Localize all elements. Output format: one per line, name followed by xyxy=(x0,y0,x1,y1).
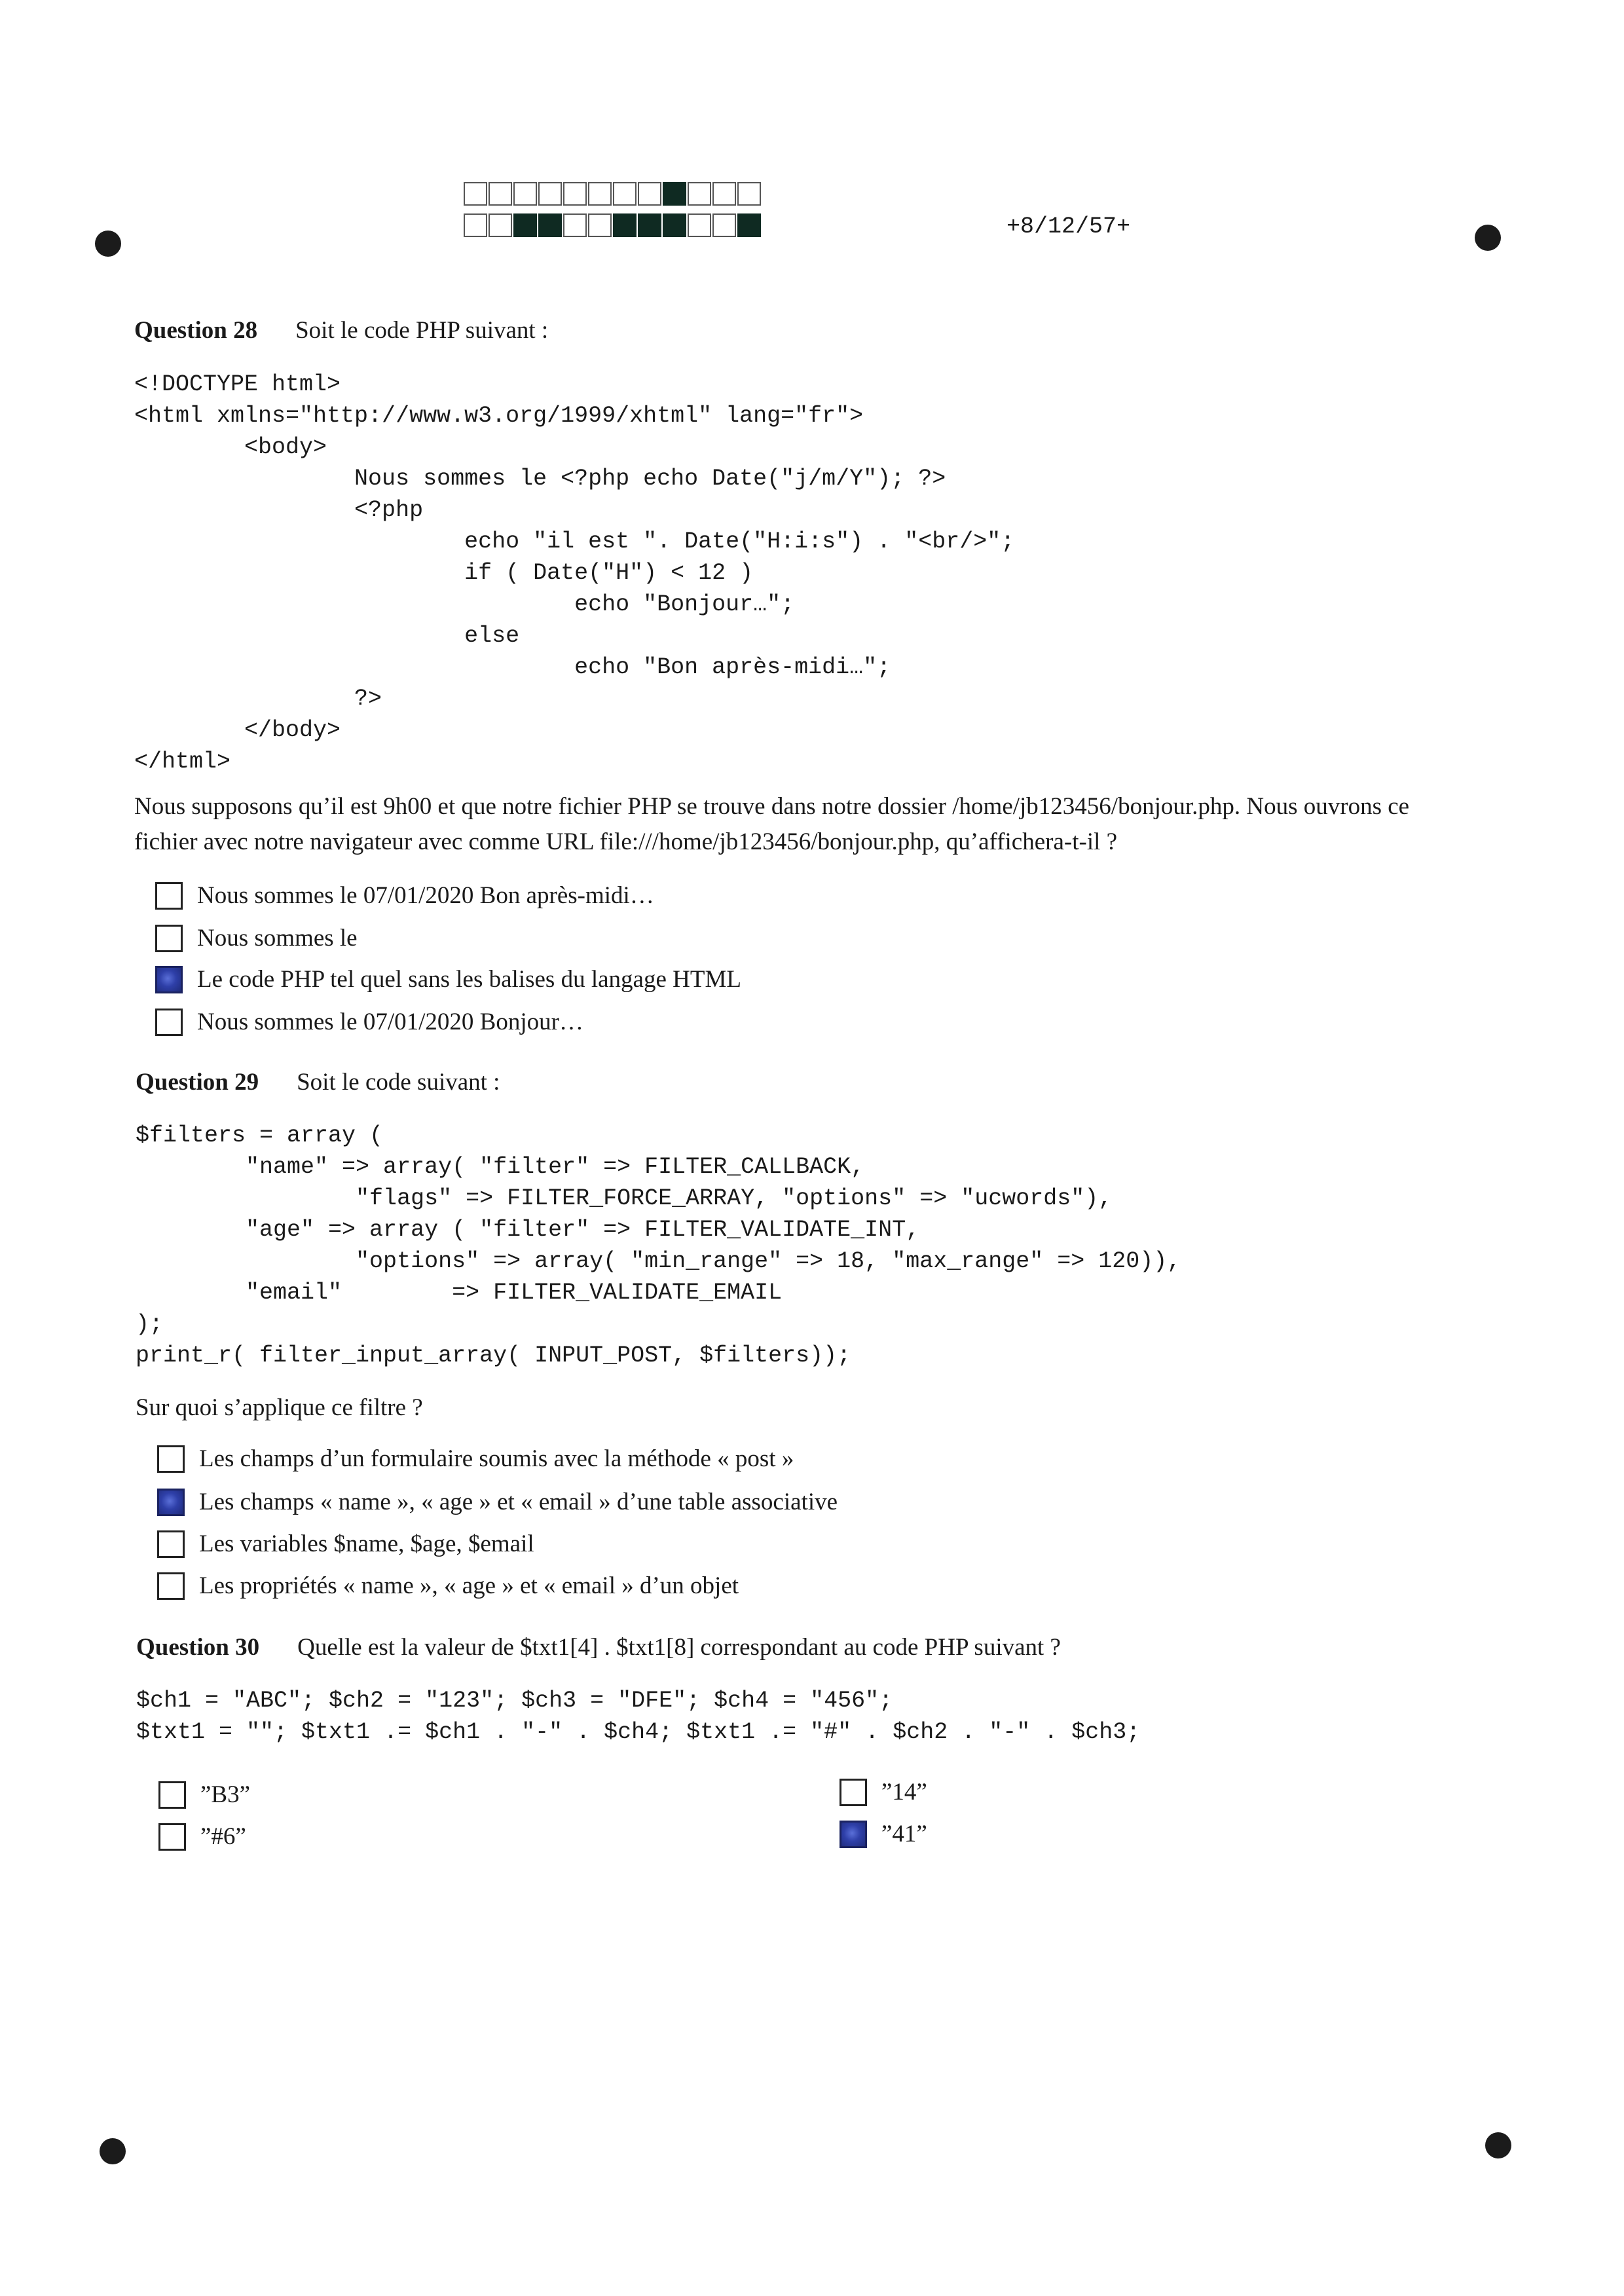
option-label: Les propriétés « name », « age » et « email » d’un objet xyxy=(199,1572,739,1599)
question-28-number: Question 28 xyxy=(134,317,258,344)
option-label: Le code PHP tel quel sans les balises du langage HTML xyxy=(197,966,741,993)
question-28-heading xyxy=(134,316,548,346)
barcode-cell xyxy=(588,213,612,237)
barcode-cell xyxy=(563,182,587,206)
barcode-cell xyxy=(538,182,562,206)
checkbox[interactable] xyxy=(158,1781,186,1809)
barcode-cell xyxy=(688,213,711,237)
checkbox[interactable] xyxy=(158,1823,186,1851)
checkbox[interactable] xyxy=(840,1821,867,1848)
barcode-row-1 xyxy=(464,182,762,206)
checkbox[interactable] xyxy=(155,966,183,993)
question-28-option-3[interactable] xyxy=(155,965,741,995)
question-28-option-2[interactable] xyxy=(155,923,358,954)
checkbox[interactable] xyxy=(155,1009,183,1036)
question-30-option-3[interactable] xyxy=(840,1777,927,1807)
question-28-prompt: Soit le code PHP suivant : xyxy=(295,317,549,344)
question-30-option-2[interactable] xyxy=(158,1822,246,1852)
option-label: Les variables $name, $age, $email xyxy=(199,1530,534,1557)
barcode-cell xyxy=(464,213,487,237)
question-29-option-2[interactable] xyxy=(157,1487,838,1517)
page-id: +8/12/57+ xyxy=(1006,213,1131,240)
question-29-text: Sur quoi s’applique ce filtre ? xyxy=(136,1394,423,1421)
checkbox[interactable] xyxy=(840,1779,867,1806)
question-28-code: <!DOCTYPE html> <html xmlns="http://www.w3.org/1999/xhtml" lang="fr"> <body> Nous sommes le <?php echo Date("j/m/Y"); ?> <?php echo "il est ". Date("H:i:s") . "<br/>"; if ( Date("H") < 12 ) echo "Bonjour…"; else echo "Bon après-midi…"; ?> </body> </html> xyxy=(134,371,1015,775)
barcode-cell xyxy=(737,182,761,206)
barcode-cell xyxy=(563,213,587,237)
question-30-heading xyxy=(136,1633,1061,1663)
registration-mark-bottom-left xyxy=(100,2138,126,2164)
registration-mark-top-right xyxy=(1475,225,1501,251)
barcode-cell xyxy=(638,182,661,206)
barcode-cell xyxy=(588,182,612,206)
checkbox[interactable] xyxy=(157,1530,185,1558)
question-30-option-4[interactable] xyxy=(840,1819,927,1849)
question-30-number: Question 30 xyxy=(136,1634,260,1661)
option-label: ”14” xyxy=(881,1779,927,1805)
question-29-option-3[interactable] xyxy=(157,1529,534,1559)
question-29-option-1[interactable] xyxy=(157,1444,794,1474)
question-30-code: $ch1 = "ABC"; $ch2 = "123"; $ch3 = "DFE"; $ch4 = "456"; $txt1 = ""; $txt1 .= $ch1 . "-" . $ch4; $txt1 .= "#" . $ch2 . "-" . $ch3; xyxy=(136,1688,1141,1745)
barcode-cell xyxy=(513,182,537,206)
option-label: Nous sommes le xyxy=(197,925,358,952)
question-30-option-1[interactable] xyxy=(158,1780,250,1810)
option-label: Les champs « name », « age » et « email » d’une table associative xyxy=(199,1489,838,1515)
option-label: Nous sommes le 07/01/2020 Bonjour… xyxy=(197,1009,583,1035)
option-label: Les champs d’un formulaire soumis avec la méthode « post » xyxy=(199,1445,794,1472)
question-29-code: $filters = array ( "name" => array( "filter" => FILTER_CALLBACK, "flags" => FILTER_FORCE_ARRAY, "options" => "ucwords"), "age" => array ( "filter" => FILTER_VALIDATE_INT, "options" => array( "min_range" => 18, "max_range" => 120)), "email" => FILTER_VALIDATE_EMAIL ); print_r( filter_input_array( INPUT_POST, $filters)); xyxy=(136,1122,1181,1369)
barcode-cell xyxy=(737,213,761,237)
registration-mark-top-left xyxy=(95,231,121,257)
barcode-cell xyxy=(712,213,736,237)
barcode-cell xyxy=(489,182,512,206)
option-label: Nous sommes le 07/01/2020 Bon après-midi… xyxy=(197,882,654,909)
checkbox[interactable] xyxy=(155,925,183,952)
question-28-option-1[interactable] xyxy=(155,881,654,911)
checkbox[interactable] xyxy=(157,1572,185,1600)
barcode-row-2 xyxy=(464,213,762,237)
question-29-option-4[interactable] xyxy=(157,1571,739,1601)
barcode-cell xyxy=(513,213,537,237)
barcode-cell xyxy=(489,213,512,237)
barcode-cell xyxy=(663,182,686,206)
question-28-option-4[interactable] xyxy=(155,1007,583,1037)
option-label: ”41” xyxy=(881,1821,927,1847)
question-29-prompt: Soit le code suivant : xyxy=(297,1069,500,1096)
question-29-heading xyxy=(136,1067,500,1098)
option-label: ”B3” xyxy=(200,1781,251,1808)
question-28-text: Nous supposons qu’il est 9h00 et que notre fichier PHP se trouve dans notre dossier /home/jb123456/bonjour.php. Nous ouvrons ce fichier avec notre navigateur avec comme URL file:///home/jb123456/bonjour.php, qu’affichera-t-il ? xyxy=(134,793,1410,855)
checkbox[interactable] xyxy=(157,1445,185,1473)
barcode-cell xyxy=(663,213,686,237)
barcode-cell xyxy=(538,213,562,237)
barcode-cell xyxy=(613,213,637,237)
barcode-cell xyxy=(464,182,487,206)
barcode-cell xyxy=(712,182,736,206)
checkbox[interactable] xyxy=(157,1489,185,1516)
registration-mark-bottom-right xyxy=(1485,2132,1511,2158)
barcode-cell xyxy=(613,182,637,206)
question-30-prompt: Quelle est la valeur de $txt1[4] . $txt1[8] correspondant au code PHP suivant ? xyxy=(297,1634,1061,1661)
checkbox[interactable] xyxy=(155,882,183,910)
barcode-cell xyxy=(688,182,711,206)
question-29-number: Question 29 xyxy=(136,1069,259,1096)
option-label: ”#6” xyxy=(200,1823,246,1850)
barcode-cell xyxy=(638,213,661,237)
